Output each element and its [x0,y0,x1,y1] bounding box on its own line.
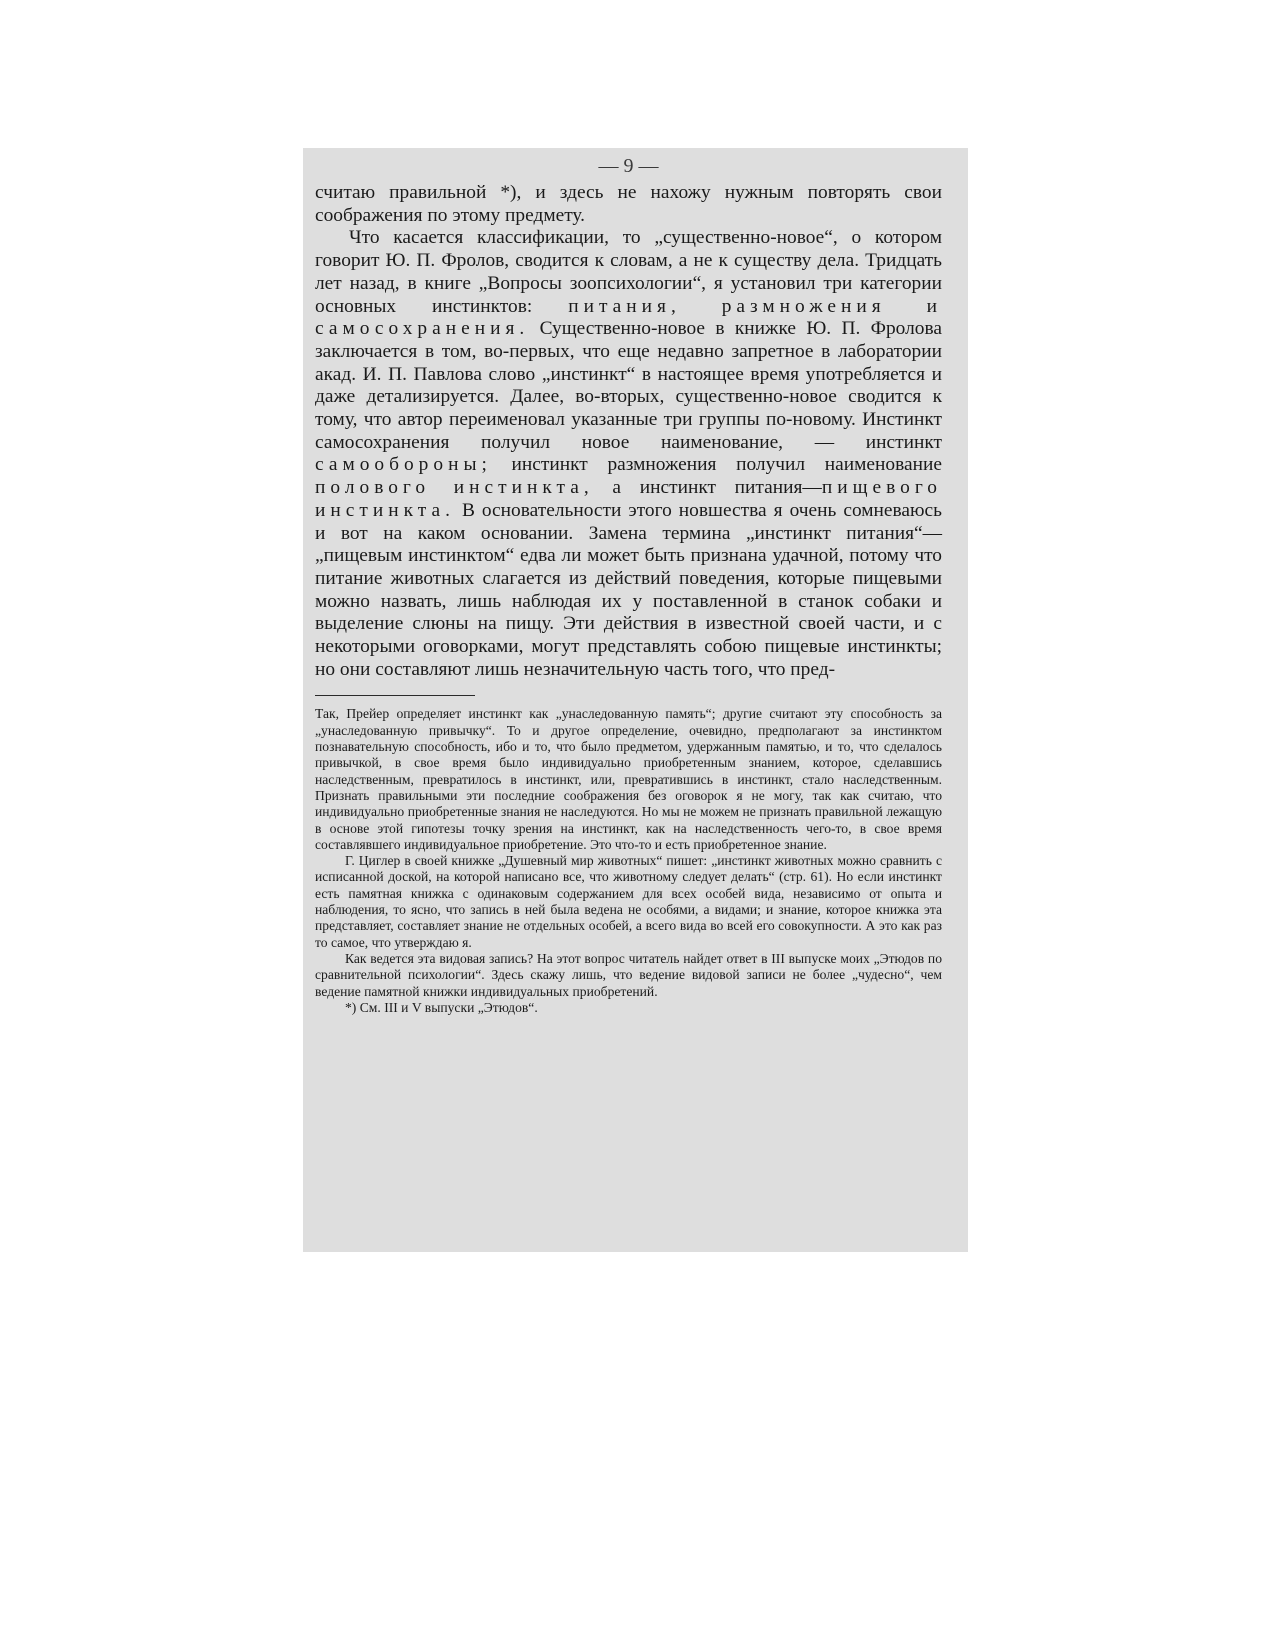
term-three-instincts: питания, размножения и самосохранения. [315,295,942,340]
paragraph-2 [315,227,942,681]
scanned-page [303,148,968,1252]
footnote-divider [315,695,475,696]
main-text [315,182,942,681]
term-sexual-instinct: полового инстинкта, [315,477,594,499]
footnote-1: Так, Прейер определяет инстинкт как „унаследованную память“; другие считают эту способность за „унаследованную привычку“. То и другое определение, очевидно, предполагают за инстинктом познавательную способность, ибо и то, что было предметом, удержанным памятью, и то, что сделалось привычкой, в свое время было индивидуально приобретенным знанием, которое, сделавшись наследственным, превратилось в инстинкт, или, превратившись в инстинкт, стало наследственным. Признать правильными эти последние соображения без оговорок я не могу, так как считаю, что индивидуально приобретенные знания не наследуются. Но мы не можем не признать правильной лежащую в основе этой гипотезы точку зрения на инстинкт, как на наследственность чего-то, в свое время составлявшего индивидуальное приобретение. Это что-то и есть приобретенное знание. [315,706,942,852]
paragraph-1: считаю правильной *), и здесь не нахожу нужным повторять свои соображения по этому предмету. [315,182,942,226]
paragraph-2-mid-3: а инстинкт питания— [612,477,822,499]
footnote-2: Г. Циглер в своей книжке „Душевный мир животных“ пишет: „инстинкт животных можно сравнить с исписанной доской, на которой написано все, что животному следует делать“ (стр. 61). Но если инстинкт есть памятная книжка с одинаковым содержанием для всех особей вида, независимо от опыта и наблюдения, то ясно, что запись в ней была ведена не особями, а видами; и знание, которое книжка эта представляет, составляет знание не отдельных особей, а всего вида во всей его совокупности. А это как раз то самое, что утверждаю я. [315,853,942,950]
term-self-defense: самообороны; [315,454,492,476]
paragraph-2-mid-1: Существенно-новое в книжке Ю. П. Фролова заключается в том, во-первых, что еще недавно запретное в лаборатории акад. И. П. Павлова слово „инстинкт“ в настоящее время употребляется и даже детализируется. Далее, во-вторых, существенно-новое сводится к тому, что автор переименовал указанные три группы по-новому. Инстинкт самосохранения получил новое наименование, — инстинкт [315,318,942,453]
paragraph-2-mid-2: инстинкт размножения получил наименование [511,454,942,476]
page-number: — 9 — [598,155,659,177]
paragraph-2-end: В основательности этого новшества я очень сомневаюсь и вот на каком основании. Замена термина „инстинкт питания“— „пищевым инстинктом“ едва ли может быть признана удачной, потому что питание животных слагается из действий поведения, которые пищевыми можно назвать, лишь наблюдая их у поставленной в станок собаки и выделение слюны на пищу. Эти действия в известной своей части, и с некоторыми оговорками, могут представлять собою пищевые инстинкты; но они составляют лишь незначительную часть того, что пред- [315,499,942,680]
footnote-3: Как ведется эта видовая запись? На этот вопрос читатель найдет ответ в III выпуске моих „Этюдов по сравнительной психологии“. Здесь скажу лишь, что ведение видовой записи не более „чудесно“, чем ведение памятной книжки индивидуальных приобретений. [315,950,942,999]
footnote-4: *) См. III и V выпуски „Этюдов“. [345,999,538,1015]
paragraph-2-intro: Что касается классификации, то „существенно-новое“, о котором говорит Ю. П. Фролов, сводится к словам, а не к существу дела. Тридцать лет назад, в книге „Вопросы зоопсихологии“, я установил три категории основных инстинктов: [315,227,942,317]
term-food-instinct: пищевого инстинкта. [315,477,942,521]
footnotes [315,706,942,1016]
